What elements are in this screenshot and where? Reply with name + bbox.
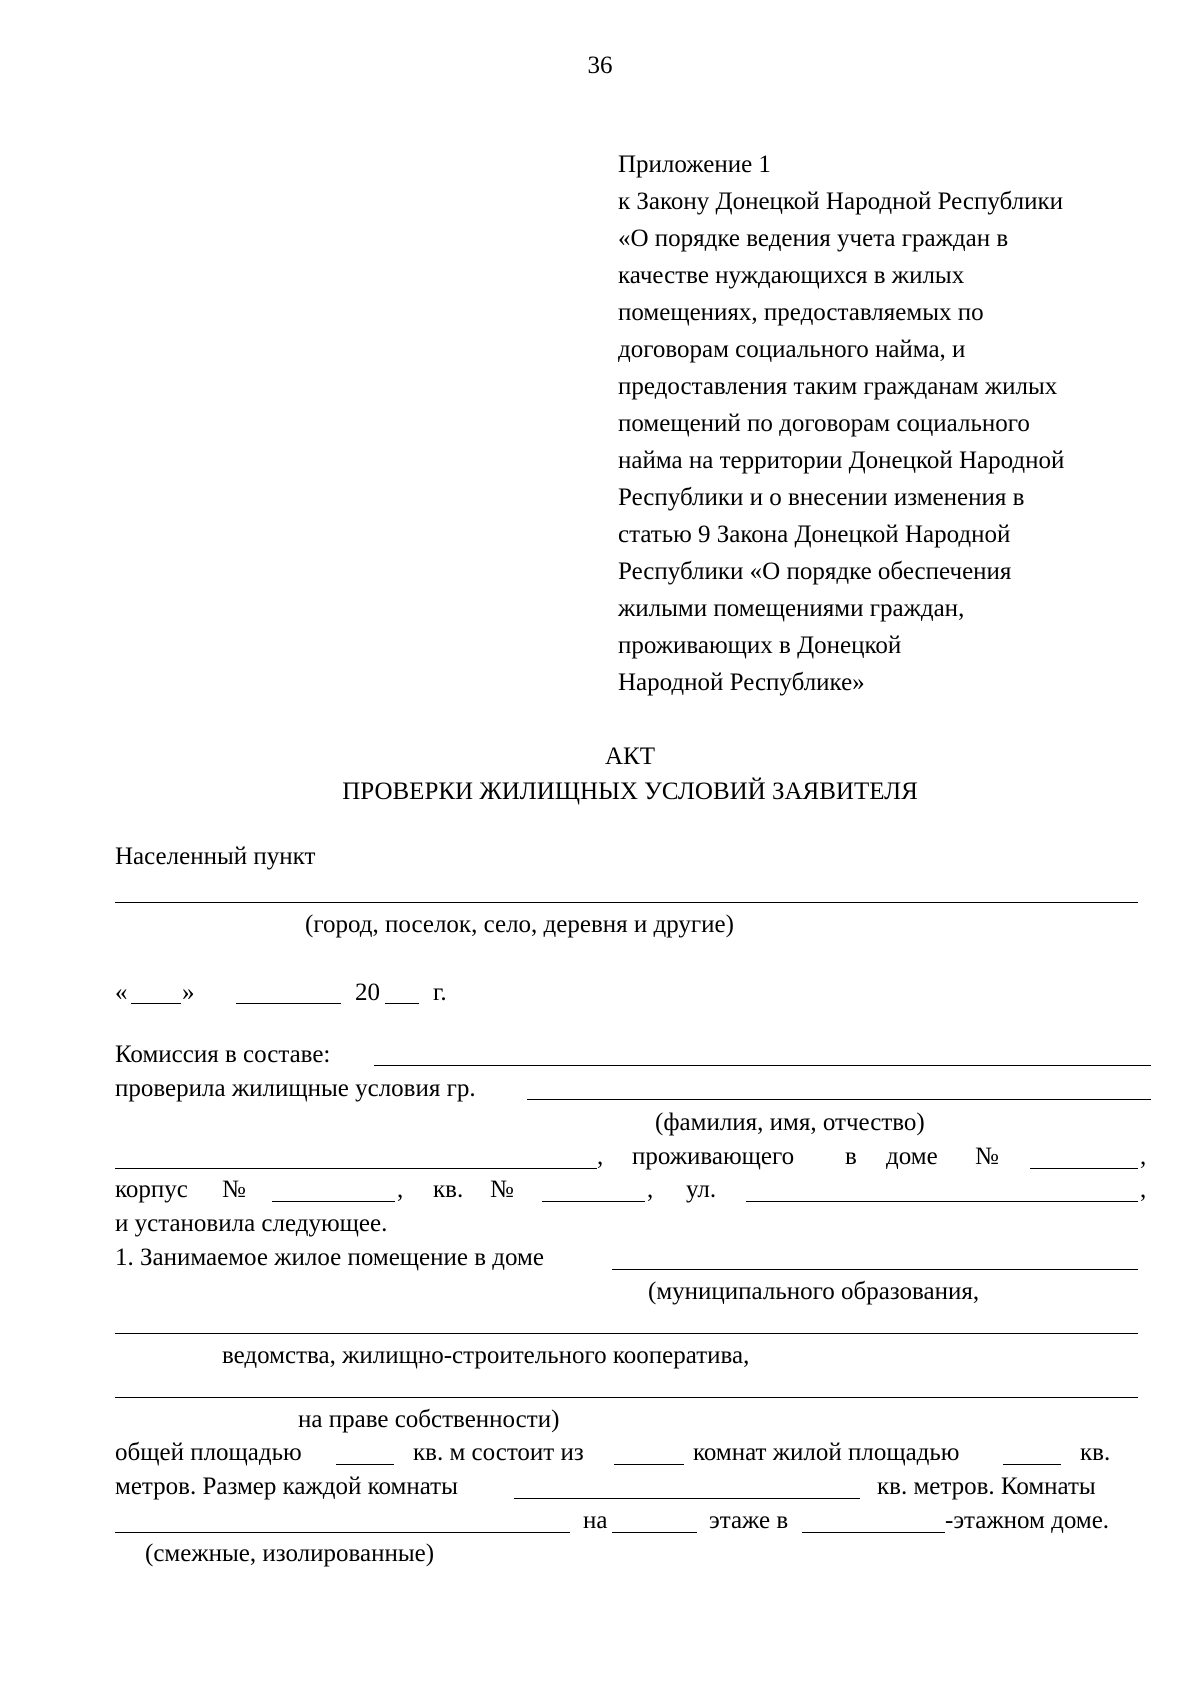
house-owner-continuation-field-2[interactable] bbox=[115, 1397, 1138, 1398]
fio-hint: (фамилия, имя, отчество) bbox=[655, 1109, 925, 1136]
appendix-line: Республики «О порядке обеспечения bbox=[618, 558, 1012, 585]
appendix-line: Республики и о внесении изменения в bbox=[618, 484, 1025, 511]
ownership-hint: на праве собственности) bbox=[298, 1406, 560, 1433]
storey-label: -этажном доме. bbox=[945, 1507, 1110, 1534]
appendix-line: Народной Республике» bbox=[618, 669, 865, 696]
document-title: АКТ bbox=[605, 743, 655, 770]
house-label: доме bbox=[886, 1143, 938, 1170]
number-sign: № bbox=[222, 1176, 246, 1203]
citizen-name-continuation-field[interactable] bbox=[115, 1168, 597, 1169]
appendix-line: Приложение 1 bbox=[618, 151, 771, 178]
appendix-line: договорам социального найма, и bbox=[618, 336, 966, 363]
date-close-quote: » bbox=[182, 979, 195, 1006]
appendix-line: помещениях, предоставляемых по bbox=[618, 299, 984, 326]
floor-label: этаже в bbox=[709, 1507, 789, 1534]
date-open-quote: « bbox=[115, 979, 128, 1006]
date-year-suffix: г. bbox=[433, 979, 447, 1006]
na-label: на bbox=[583, 1507, 608, 1534]
street-field[interactable] bbox=[746, 1201, 1138, 1202]
number-sign: № bbox=[975, 1143, 999, 1170]
street-label: ул. bbox=[686, 1176, 717, 1203]
page-number: 36 bbox=[587, 52, 613, 79]
commission-label: Комиссия в составе: bbox=[115, 1041, 331, 1068]
kv-label: кв. bbox=[433, 1176, 464, 1203]
appendix-line: найма на территории Донецкой Народной bbox=[618, 447, 1065, 474]
settlement-hint: (город, поселок, село, деревня и другие) bbox=[305, 911, 734, 938]
date-month-field[interactable] bbox=[236, 1003, 341, 1004]
comma: , bbox=[647, 1176, 654, 1203]
korpus-field[interactable] bbox=[272, 1201, 395, 1202]
date-day-field[interactable] bbox=[131, 1003, 181, 1004]
appendix-line: качестве нуждающихся в жилых bbox=[618, 262, 965, 289]
rooms-type-hint: (смежные, изолированные) bbox=[145, 1540, 435, 1567]
appendix-line: к Закону Донецкой Народной Республики bbox=[618, 188, 1064, 215]
floor-field[interactable] bbox=[612, 1532, 697, 1533]
house-owner-continuation-field[interactable] bbox=[115, 1333, 1138, 1334]
storeys-field[interactable] bbox=[802, 1532, 945, 1533]
rooms-type-field[interactable] bbox=[115, 1532, 570, 1533]
date-year-prefix: 20 bbox=[355, 979, 380, 1006]
commission-field[interactable] bbox=[374, 1065, 1151, 1066]
appendix-line: проживающих в Донецкой bbox=[618, 632, 902, 659]
appendix-line: помещений по договорам социального bbox=[618, 410, 1030, 437]
living-label: проживающего bbox=[632, 1143, 795, 1170]
appendix-line: предоставления таким гражданам жилых bbox=[618, 373, 1058, 400]
house-number-field[interactable] bbox=[1030, 1168, 1138, 1169]
checked-label: проверила жилищные условия гр. bbox=[115, 1075, 476, 1102]
korpus-label: корпус bbox=[115, 1176, 188, 1203]
municipal-hint: (муниципального образования, bbox=[648, 1278, 980, 1305]
number-sign: № bbox=[490, 1176, 514, 1203]
rooms-count-field[interactable] bbox=[614, 1464, 684, 1465]
house-owner-field[interactable] bbox=[612, 1269, 1138, 1270]
kv-end-label: кв. bbox=[1080, 1439, 1111, 1466]
room-size-unit: кв. метров. Комнаты bbox=[877, 1473, 1096, 1500]
room-sizes-field[interactable] bbox=[514, 1498, 860, 1499]
citizen-name-field[interactable] bbox=[527, 1099, 1151, 1100]
item1-label: 1. Занимаемое жилое помещение в доме bbox=[115, 1244, 544, 1271]
established-text: и установила следующее. bbox=[115, 1210, 388, 1237]
area-mid-label: кв. м состоит из bbox=[413, 1439, 584, 1466]
comma: , bbox=[1140, 1176, 1147, 1203]
apartment-field[interactable] bbox=[542, 1201, 645, 1202]
room-size-label: метров. Размер каждой комнаты bbox=[115, 1473, 458, 1500]
comma: , bbox=[397, 1176, 404, 1203]
in-label: в bbox=[845, 1143, 857, 1170]
settlement-field[interactable] bbox=[115, 902, 1138, 903]
settlement-label: Населенный пункт bbox=[115, 843, 316, 870]
comma: , bbox=[597, 1143, 604, 1170]
department-hint: ведомства, жилищно-строительного кооператива, bbox=[222, 1342, 750, 1369]
appendix-line: «О порядке ведения учета граждан в bbox=[618, 225, 1009, 252]
appendix-line: жилыми помещениями граждан, bbox=[618, 595, 965, 622]
rooms-label: комнат жилой площадью bbox=[693, 1439, 960, 1466]
appendix-line: статью 9 Закона Донецкой Народной bbox=[618, 521, 1011, 548]
area-label: общей площадью bbox=[115, 1439, 302, 1466]
comma: , bbox=[1140, 1143, 1147, 1170]
document-subtitle: ПРОВЕРКИ ЖИЛИЩНЫХ УСЛОВИЙ ЗАЯВИТЕЛЯ bbox=[342, 778, 918, 805]
date-year-field[interactable] bbox=[385, 1003, 419, 1004]
living-area-field[interactable] bbox=[1003, 1464, 1061, 1465]
total-area-field[interactable] bbox=[336, 1464, 394, 1465]
